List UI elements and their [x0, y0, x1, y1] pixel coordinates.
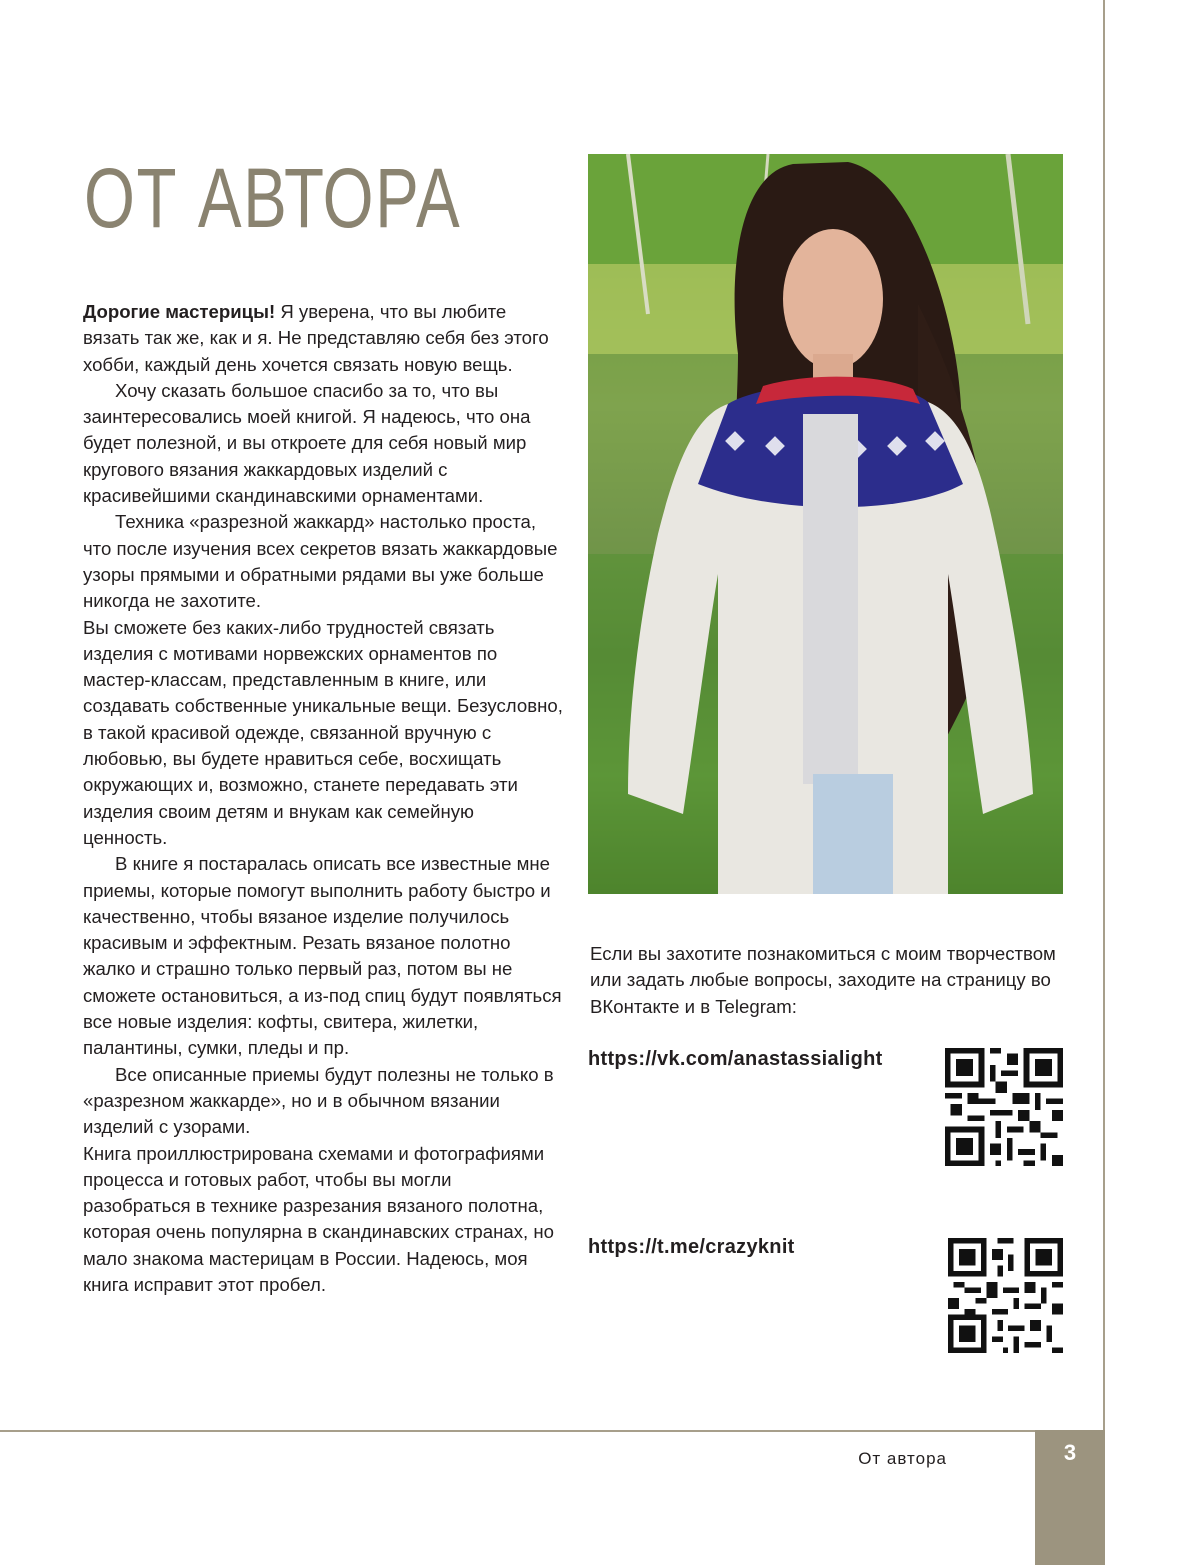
author-photo-illustration	[588, 154, 1063, 894]
vk-qr-code-icon	[945, 1048, 1063, 1166]
paragraph-technique: Техника «разрезной жаккард» настолько проста, что после изучения всех секретов вязать жаккардовые узоры прямыми и обратными рядами вы уже больше никогда не захотите.	[83, 511, 558, 612]
margin-rule	[1103, 0, 1105, 1430]
vk-link[interactable]: https://vk.com/anastassialight	[588, 1048, 883, 1070]
paragraph-illustrations: Книга проиллюстрирована схемами и фотографиями процесса и готовых работ, чтобы вы могли разобраться в технике разрезания вязаного полотна, которая очень популярна в скандинавских странах, но мало знакома мастерицам в России. Надеюсь, моя книга исправит этот пробел.	[83, 1142, 554, 1295]
body-text	[83, 299, 563, 1298]
paragraph-usefulness: Все описанные приемы будут полезны не только в «разрезном жаккарде», но и в обычном вязании изделий с узорами.	[83, 1063, 554, 1138]
telegram-qr-code-icon	[948, 1238, 1063, 1353]
page-number: 3	[1063, 1440, 1077, 1465]
lead-rest: Я уверена, что вы любите вязать так же, как и я. Не представляю себя без этого хобби, каждый день хочется связать новую вещь.	[83, 301, 549, 375]
footer-section-label: От автора	[858, 1449, 947, 1468]
paragraph-methods: В книге я постаралась описать все известные мне приемы, которые помогут выполнить работу быстро и качественно, чтобы вязаное изделие получилось красивым и эффектным. Резать вязаное полотно жалко и страшно только первый раз, потом вы не сможете остановиться, а из-под спиц будут появляться все новые изделия: кофты, свитера, жилетки, палантины, сумки, пледы и пр.	[83, 853, 562, 1059]
paragraph-patterns: Вы сможете без каких-либо трудностей связать изделия с мотивами норвежских орнаментов по мастер-классам, представленным в книге, или создавать собственные уникальные вещи. Безусловно, в такой красивой одежде, связанной вручную с любовью, вы будете нравиться себе, восхищать окружающих и, возможно, станете передавать эти изделия своим детям и внукам как семейную ценность.	[83, 616, 563, 848]
lead-bold: Дорогие мастерицы!	[83, 301, 276, 322]
author-photo	[588, 154, 1063, 894]
paragraph-thanks: Хочу сказать большое спасибо за то, что вы заинтересовались моей книгой. Я надеюсь, что она будет полезной, и вы откроете для себя новый мир кругового вязания жаккардовых изделий с красивейшими скандинавскими орнаментами.	[83, 379, 531, 507]
footer-rule	[0, 1430, 1105, 1432]
page-title: ОТ АВТОРА	[84, 151, 462, 245]
contact-text: Если вы захотите познакомиться с моим творчеством или задать любые вопросы, заходите на страницу во ВКонтакте и в Telegram:	[590, 943, 1056, 1017]
paragraph-intro	[83, 299, 563, 378]
telegram-link[interactable]: https://t.me/crazyknit	[588, 1236, 795, 1258]
